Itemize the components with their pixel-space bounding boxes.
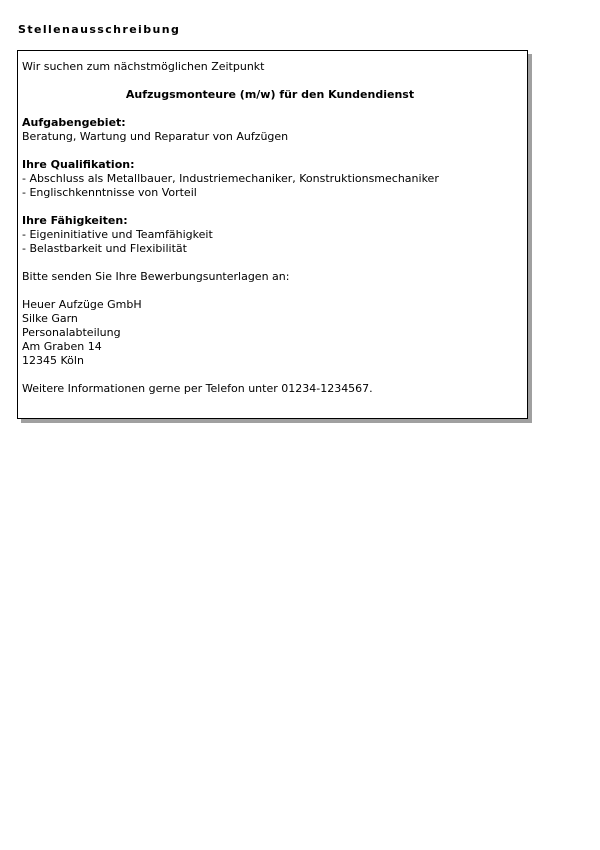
section-skills [22,214,518,256]
address-street: Am Graben 14 [22,340,102,353]
page-title: Stellenausschreibung [18,23,181,36]
address-block [22,298,518,368]
section-tasks [22,116,518,144]
section-heading: Ihre Qualifikation: [22,158,135,171]
contact-note: Weitere Informationen gerne per Telefon unter 01234-1234567. [22,382,373,395]
job-ad-box [17,50,528,419]
intro-text: Wir suchen zum nächstmöglichen Zeitpunkt [22,60,265,73]
address-contact-person: Silke Garn [22,312,78,325]
section-qualification [22,158,518,200]
section-line: Beratung, Wartung und Reparatur von Aufzügen [22,130,289,143]
section-line: - Eigeninitiative und Teamfähigkeit [22,228,213,241]
section-line: - Abschluss als Metallbauer, Industriemechaniker, Konstruktionsmechaniker [22,172,439,185]
section-heading: Aufgabengebiet: [22,116,126,129]
address-department: Personalabteilung [22,326,121,339]
address-company: Heuer Aufzüge GmbH [22,298,142,311]
job-title: Aufzugsmonteure (m/w) für den Kundendienst [125,88,415,101]
application-prompt: Bitte senden Sie Ihre Bewerbungsunterlagen an: [22,270,290,283]
section-line: - Englischkenntnisse von Vorteil [22,186,197,199]
section-heading: Ihre Fähigkeiten: [22,214,128,227]
address-city: 12345 Köln [22,354,84,367]
section-line: - Belastbarkeit und Flexibilität [22,242,187,255]
